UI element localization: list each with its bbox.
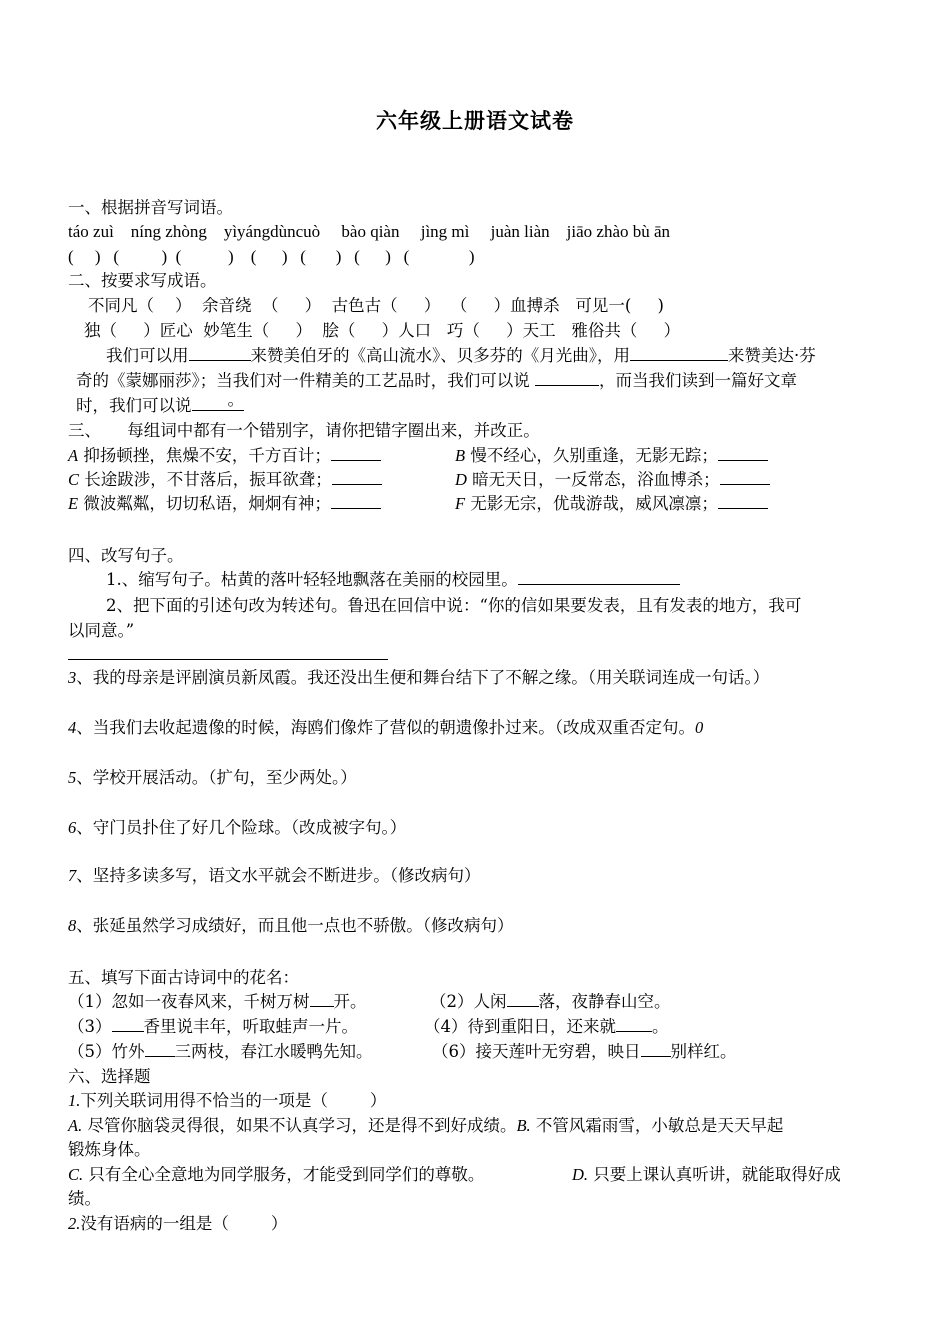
option-letter: D xyxy=(455,470,467,489)
text: 不管风霜雨雪，小敏总是天天早起 xyxy=(530,1116,784,1135)
option-letter: E xyxy=(68,494,79,513)
text: 我们可以用 xyxy=(106,346,189,365)
answer-blank[interactable] xyxy=(189,344,251,361)
section-3-heading: 三、 每组词中都有一个错别字，请你把错字圈出来，并改正。 xyxy=(68,421,540,440)
fill-paragraph-line-1 xyxy=(106,344,816,368)
idiom-row-2[interactable]: 独（ ）匠心 妙笔生（ ） 脍（ ）人口 巧（ ）天工 雅俗共（ ） xyxy=(84,321,681,340)
section-4-heading: 四、改写句子。 xyxy=(68,546,184,565)
answer-brackets-row[interactable]: ( ) ( ) ( ) ( ) ( ) ( ) ( ) xyxy=(68,247,475,266)
option-letter: C xyxy=(68,470,80,489)
rewrite-q2-line-1: 2、把下面的引述句改为转述句。鲁迅在回信中说：“你的信如果要发表，且有发表的地方，我可 xyxy=(106,596,802,615)
answer-blank[interactable] xyxy=(718,444,768,461)
answer-blank[interactable] xyxy=(145,1040,175,1057)
poem-flower-line-3 xyxy=(68,1040,373,1064)
choice-q1-option-b-cont: 锻炼身体。 xyxy=(68,1140,151,1159)
poem-flower-line-2b xyxy=(424,1015,669,1039)
text: 来赞美达·芬 xyxy=(728,346,816,365)
option-letter: A xyxy=(68,446,79,465)
section-6-heading: 六、选择题 xyxy=(68,1067,151,1086)
answer-blank[interactable] xyxy=(720,468,770,485)
text: （4）待到重阳日，还来就 xyxy=(424,1017,616,1036)
poem-flower-line-3b xyxy=(432,1040,737,1064)
text: 开。 xyxy=(333,992,367,1011)
text: （1）忽如一夜春风来，千树万树 xyxy=(68,992,310,1011)
text: 、坚持多读多写，语文水平就会不断进步。（修改病句） xyxy=(76,866,481,885)
number: 7 xyxy=(68,866,77,885)
option-letter: D. xyxy=(572,1165,589,1184)
number: 8 xyxy=(68,916,77,935)
typo-item-f xyxy=(455,492,768,516)
text: 慢不经心，久别重逢，无影无踪； xyxy=(470,446,718,465)
answer-blank[interactable] xyxy=(332,468,382,485)
rewrite-q4 xyxy=(68,716,703,740)
typo-item-d xyxy=(455,468,770,492)
pinyin-1: táo zuì xyxy=(68,222,114,241)
pinyin-2: níng zhòng xyxy=(130,222,207,241)
number: 2. xyxy=(68,1214,81,1233)
text: 。 xyxy=(227,390,244,409)
answer-blank[interactable] xyxy=(518,568,680,585)
text: 别样红。 xyxy=(670,1042,737,1061)
rewrite-q6 xyxy=(68,816,406,840)
number: 6 xyxy=(68,818,77,837)
text: （5）竹外 xyxy=(68,1042,145,1061)
answer-blank[interactable] xyxy=(331,444,381,461)
text: 落，夜静春山空。 xyxy=(538,992,671,1011)
text: 只要上课认真听讲，就能取得好成 xyxy=(588,1165,841,1184)
answer-blank[interactable] xyxy=(616,1015,652,1032)
text: （3） xyxy=(68,1017,112,1036)
answer-blank[interactable] xyxy=(310,990,334,1007)
fill-paragraph-line-3 xyxy=(76,390,244,418)
answer-blank[interactable] xyxy=(535,369,599,386)
poem-flower-line-1b xyxy=(430,990,671,1014)
text: 0 xyxy=(695,718,704,737)
typo-item-e xyxy=(68,492,381,516)
text: 、当我们去收起遗像的时候，海鸥们像炸了营似的朝遗像扑过来。（改成双重否定句。 xyxy=(76,718,695,737)
answer-blank[interactable] xyxy=(331,492,381,509)
text: 、守门员扑住了好几个险球。（改成被字句。） xyxy=(76,818,407,837)
answer-blank[interactable] xyxy=(718,492,768,509)
choice-q1-option-c[interactable] xyxy=(68,1163,484,1187)
rewrite-q3 xyxy=(68,666,769,690)
idiom-row-1[interactable]: 不同凡（ ） 余音绕 （ ） 古色古（ ） （ ）血搏杀 可见一( ) xyxy=(88,296,664,315)
text: 奇的《蒙娜丽莎》；当我们对一件精美的工艺品时，我们可以说 xyxy=(76,371,530,390)
typo-item-c xyxy=(68,468,382,492)
choice-q1-option-d-cont: 绩。 xyxy=(68,1189,101,1208)
text[interactable]: 下列关联词用得不恰当的一项是（ ） xyxy=(80,1091,387,1110)
text: 香里说丰年，听取蛙声一片。 xyxy=(143,1017,358,1036)
answer-blank[interactable] xyxy=(112,1015,144,1032)
pinyin-7: jiāo zhào bù ān xyxy=(566,222,671,241)
text: 只有全心全意地为同学服务，才能受到同学们的尊敬。 xyxy=(83,1165,485,1184)
number: 1. xyxy=(68,1091,81,1110)
section-1-heading: 一、根据拼音写词语。 xyxy=(68,198,233,217)
text: 暗无天日，一反常态，浴血博杀； xyxy=(472,470,720,489)
text: 三两枝，春江水暖鸭先知。 xyxy=(174,1042,373,1061)
text: 、我的母亲是评剧演员新凤霞。我还没出生便和舞台结下了不解之缘。（用关联词连成一句话。） xyxy=(76,668,770,687)
choice-q1 xyxy=(68,1089,386,1113)
text: （6）接天莲叶无穷碧，映日 xyxy=(432,1042,641,1061)
number: 4 xyxy=(68,718,77,737)
typo-item-b xyxy=(455,444,768,468)
choice-q2 xyxy=(68,1212,287,1236)
rewrite-q5 xyxy=(68,766,357,790)
text: 尽管你脑袋灵得很，如果不认真学习，还是得不到好成绩。 xyxy=(82,1116,517,1135)
pinyin-6: juàn liàn xyxy=(490,222,550,241)
rewrite-q7 xyxy=(68,864,481,888)
choice-q1-option-a[interactable] xyxy=(68,1114,783,1138)
text[interactable]: 没有语病的一组是（ ） xyxy=(80,1214,288,1233)
rewrite-q8 xyxy=(68,914,514,938)
text: 抑扬顿挫，焦燥不安，千方百计； xyxy=(83,446,331,465)
answer-blank[interactable] xyxy=(507,990,539,1007)
option-letter: C. xyxy=(68,1165,84,1184)
number: 5 xyxy=(68,768,77,787)
pinyin-row xyxy=(68,220,670,244)
rewrite-q2-line-2: 以同意。” xyxy=(68,621,135,640)
choice-q1-option-d[interactable] xyxy=(572,1163,841,1187)
poem-flower-line-2 xyxy=(68,1015,358,1039)
option-letter: F xyxy=(455,494,466,513)
typo-item-a xyxy=(68,444,381,468)
pinyin-4: bào qiàn xyxy=(341,222,400,241)
text: 来赞美伯牙的《高山流水》、贝多芬的《月光曲》，用 xyxy=(250,346,630,365)
page-title: 六年级上册语文试卷 xyxy=(376,108,574,133)
text: 。 xyxy=(652,1017,669,1036)
text: 时，我们可以说 xyxy=(76,396,192,415)
fill-paragraph-line-2 xyxy=(76,369,797,393)
pinyin-5: jìng mì xyxy=(420,222,470,241)
text: 微波粼粼，切切私语，炯炯有神； xyxy=(83,494,331,513)
answer-line[interactable] xyxy=(68,659,388,660)
pinyin-3: yìyángdùncuò xyxy=(223,222,321,241)
answer-blank[interactable] xyxy=(641,1040,671,1057)
text: ，而当我们读到一篇好文章 xyxy=(599,371,797,390)
option-letter: B. xyxy=(516,1116,531,1135)
section-5-heading: 五、填写下面古诗词中的花名： xyxy=(68,968,299,987)
section-2-heading: 二、按要求写成语。 xyxy=(68,271,217,290)
text: （2）人闲 xyxy=(430,992,507,1011)
text: 无影无宗，优哉游哉，威风凛凛； xyxy=(470,494,718,513)
option-letter: B xyxy=(455,446,466,465)
option-letter: A. xyxy=(68,1116,83,1135)
text: 、学校开展活动。（扩句，至少两处。） xyxy=(76,768,357,787)
poem-flower-line-1 xyxy=(68,990,367,1014)
text: 、张延虽然学习成绩好，而且他一点也不骄傲。（修改病句） xyxy=(76,916,514,935)
answer-blank[interactable] xyxy=(192,390,244,411)
answer-blank[interactable] xyxy=(630,344,728,361)
number: 3 xyxy=(68,668,77,687)
text: 1.、缩写句子。枯黄的落叶轻轻地飘落在美丽的校园里。 xyxy=(106,570,518,589)
rewrite-q1 xyxy=(106,568,680,592)
text: 长途跋涉，不甘落后，振耳欲聋； xyxy=(84,470,332,489)
